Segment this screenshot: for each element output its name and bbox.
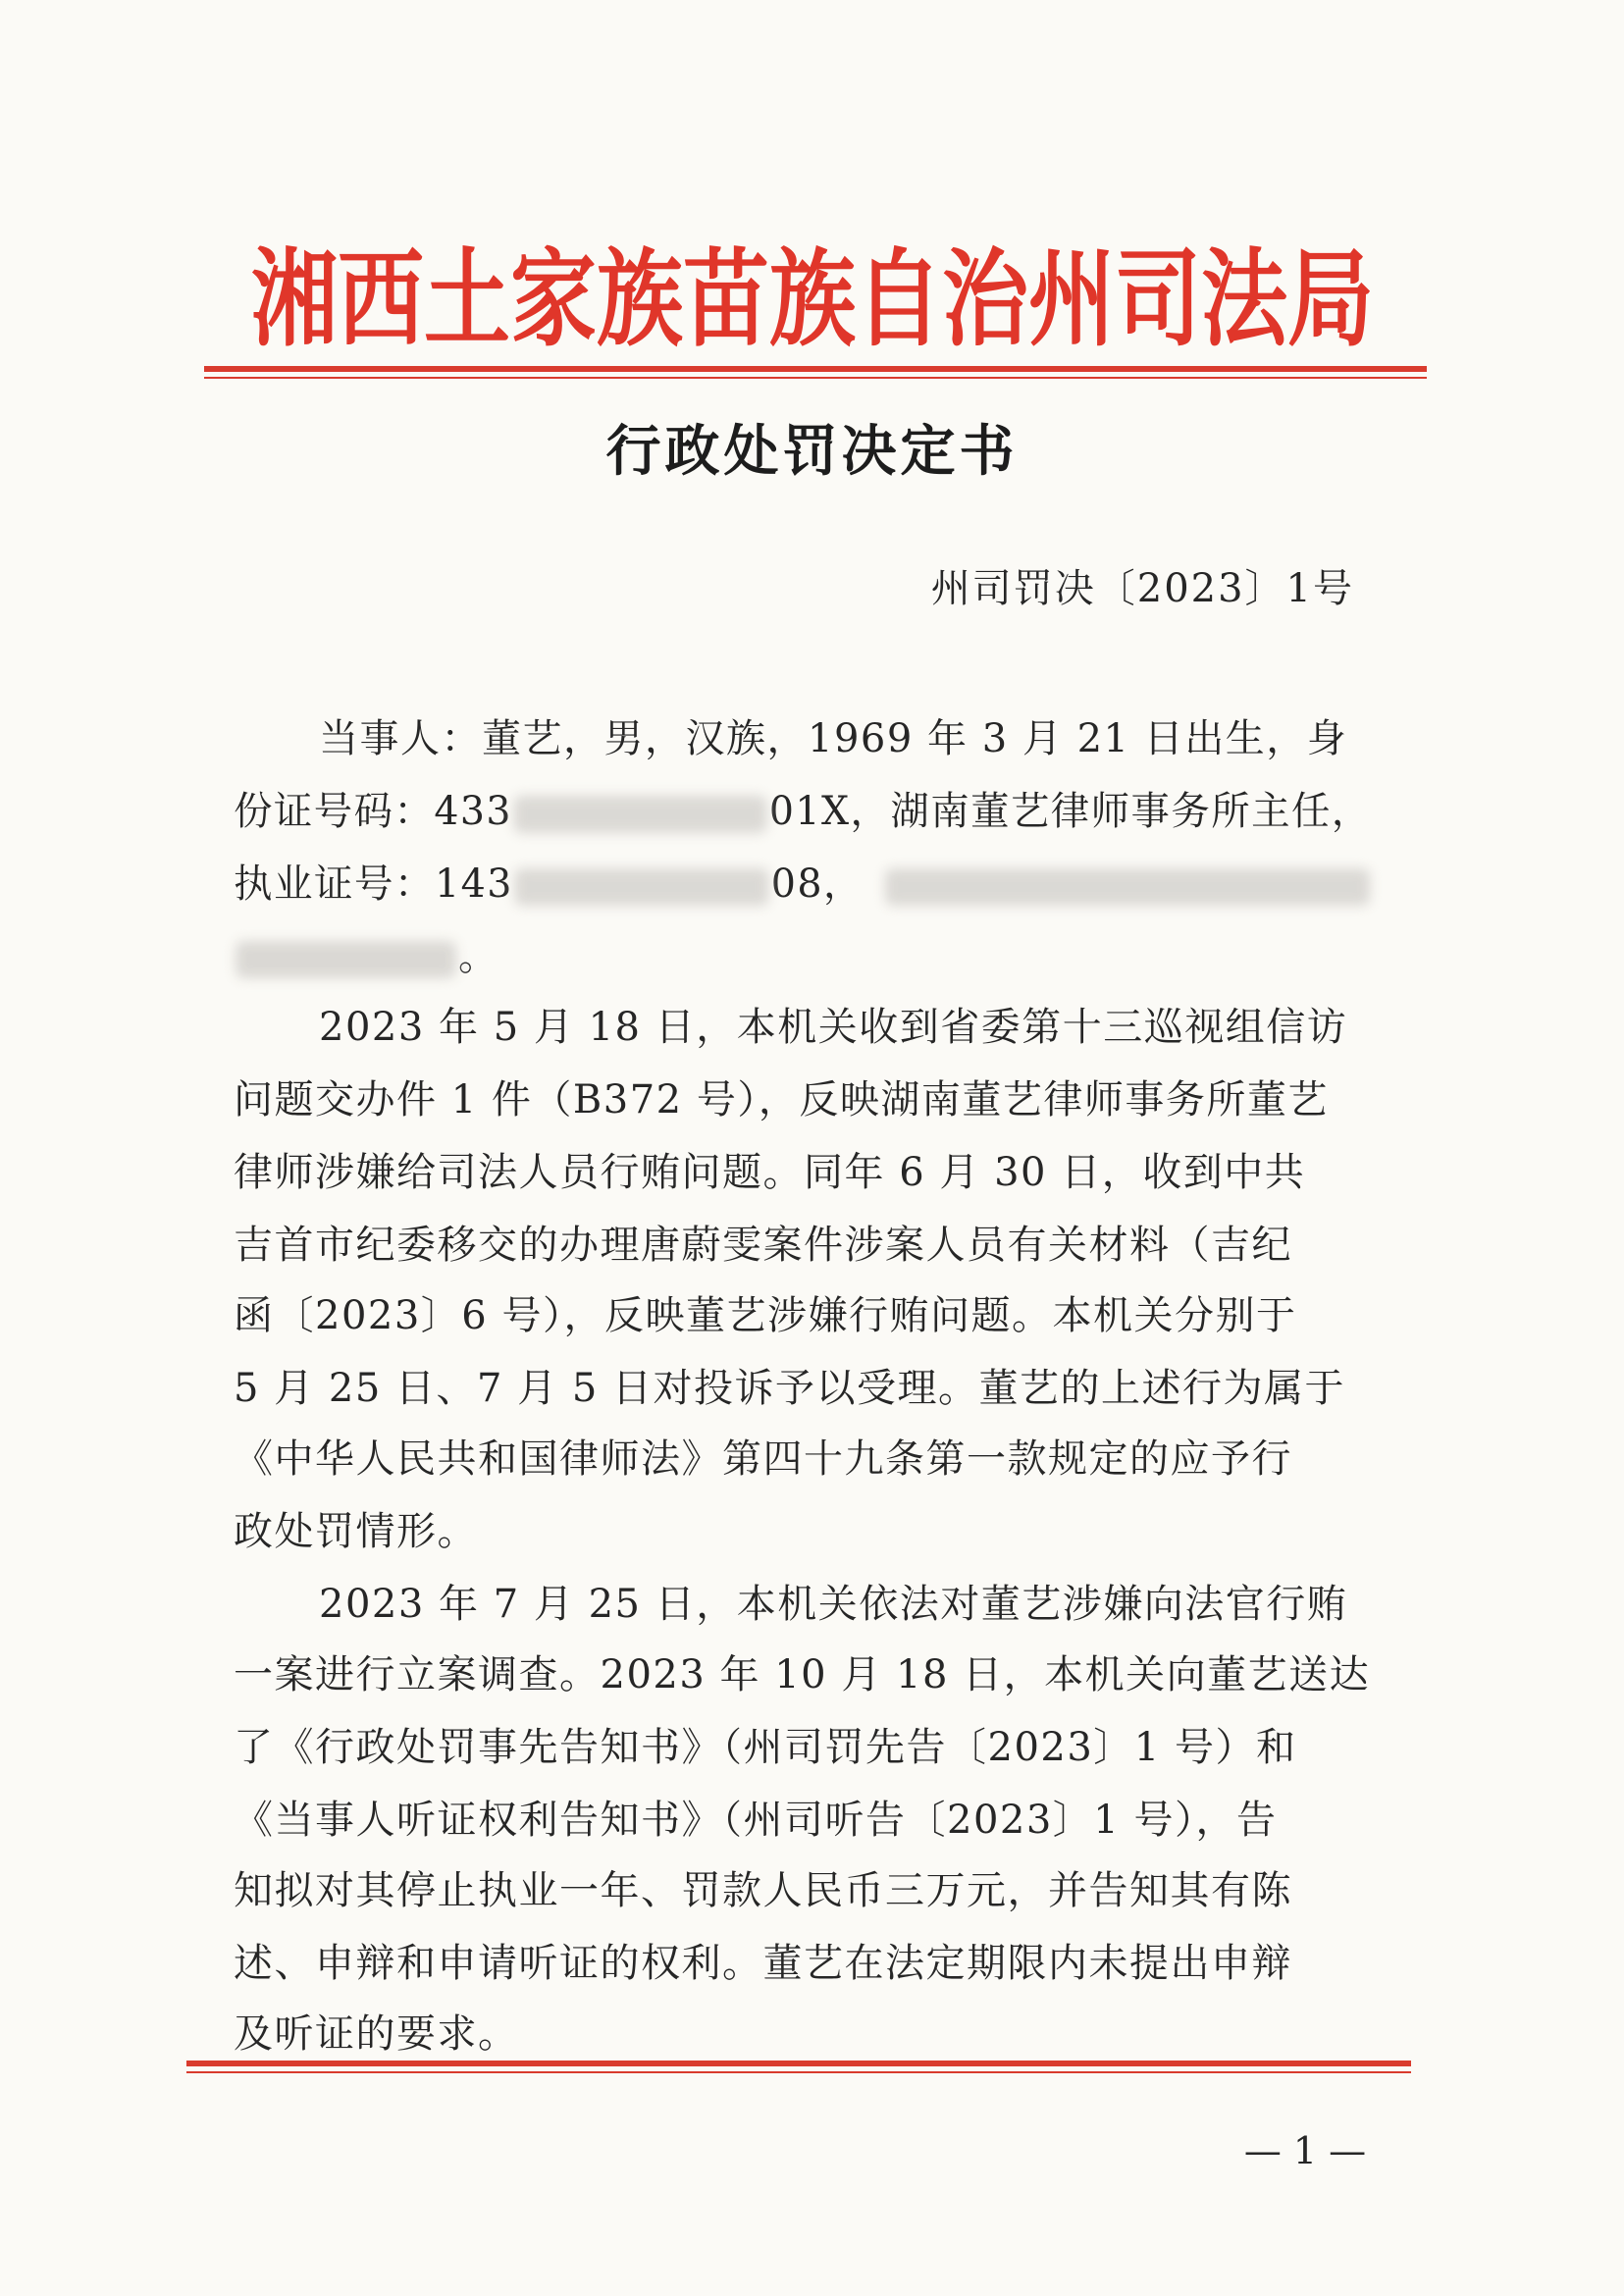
party-line-2 xyxy=(234,777,1372,846)
document-title: 行政处罚决定书 xyxy=(605,419,1019,484)
body-line: 5 月 25 日、7 月 5 日对投诉予以受理。董艺的上述行为属于 xyxy=(234,1366,1346,1411)
page-number: — 1 — xyxy=(1243,2129,1367,2172)
redacted-address xyxy=(885,868,1370,906)
redacted-license-number xyxy=(515,868,769,906)
body-line: 一案进行立案调查。2023 年 10 月 18 日，本机关向董艺送达 xyxy=(234,1652,1371,1697)
header-red-rule xyxy=(204,366,1427,372)
body-line: 律师涉嫌给司法人员行贿问题。同年 6 月 30 日，收到中共 xyxy=(234,1150,1306,1195)
body-line: 述、申辩和申请听证的权利。董艺在法定期限内未提出申辩 xyxy=(234,1941,1292,1986)
body-line: 《中华人民共和国律师法》第四十九条第一款规定的应予行 xyxy=(234,1436,1292,1482)
id-number-prefix: 份证号码：433 xyxy=(234,789,512,834)
party-line-3 xyxy=(234,850,1372,918)
license-number-suffix: 08， xyxy=(770,861,864,907)
body-line: 吉首市纪委移交的办理唐蔚雯案件涉案人员有关材料（吉纪 xyxy=(234,1223,1292,1268)
party-line-4-end: 。 xyxy=(458,934,499,979)
party-line-4 xyxy=(234,922,499,991)
agency-header: 湘西土家族苗族自治州司法局 xyxy=(250,235,1374,361)
id-number-suffix: 01X，湖南董艺律师事务所主任， xyxy=(768,789,1372,834)
body-line: 政处罚情形。 xyxy=(234,1509,478,1554)
footer-red-rule xyxy=(186,2061,1411,2066)
license-number-prefix: 执业证号：143 xyxy=(234,861,513,907)
footer-red-rule-thin xyxy=(186,2071,1411,2073)
document-number: 州司罚决〔2023〕1号 xyxy=(930,566,1354,611)
body-line: 2023 年 5 月 18 日，本机关收到省委第十三巡视组信访 xyxy=(319,1005,1348,1050)
body-line: 问题交办件 1 件（B372 号），反映湖南董艺律师事务所董艺 xyxy=(234,1077,1329,1122)
body-line: 了《行政处罚事先告知书》（州司罚先告〔2023〕1 号）和 xyxy=(234,1725,1297,1770)
redacted-address-continued xyxy=(236,941,456,978)
redacted-id-number xyxy=(514,796,767,833)
party-line-1 xyxy=(319,704,1347,773)
body-line: 知拟对其停止执业一年、罚款人民币三万元，并告知其有陈 xyxy=(234,1868,1292,1913)
body-line: 及听证的要求。 xyxy=(234,2011,519,2057)
body-line: 函〔2023〕6 号），反映董艺涉嫌行贿问题。本机关分别于 xyxy=(234,1293,1297,1338)
party-line-1-text: 当事人：董艺，男，汉族，1969 年 3 月 21 日出生，身 xyxy=(319,716,1348,761)
body-line: 2023 年 7 月 25 日，本机关依法对董艺涉嫌向法官行贿 xyxy=(319,1582,1348,1627)
body-line: 《当事人听证权利告知书》（州司听告〔2023〕1 号），告 xyxy=(234,1798,1278,1843)
header-red-rule-thin xyxy=(204,377,1427,379)
